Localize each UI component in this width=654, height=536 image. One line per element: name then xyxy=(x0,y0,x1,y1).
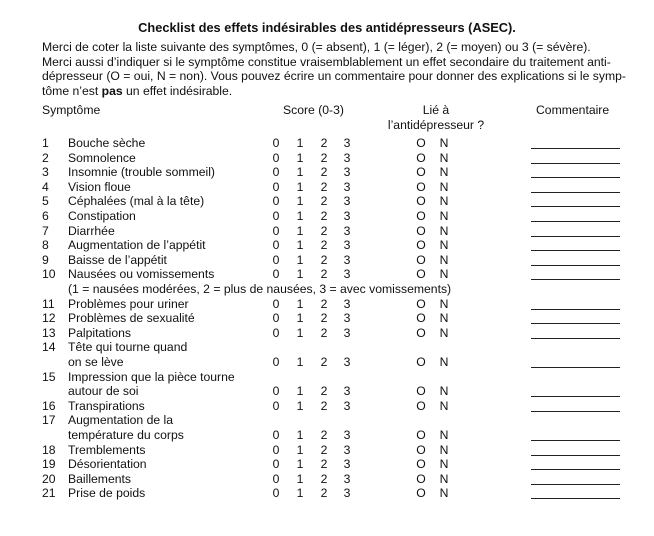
score-option-2[interactable]: 2 xyxy=(320,165,328,180)
score-option-3[interactable]: 3 xyxy=(343,486,351,501)
score-option-0[interactable]: 0 xyxy=(272,311,280,326)
symptom-label: Tête qui tourne quand xyxy=(68,340,188,355)
score-option-1[interactable]: 1 xyxy=(296,136,304,150)
symptom-row-label-line xyxy=(0,370,654,385)
score-option-2[interactable]: 2 xyxy=(320,296,328,311)
symptom-row xyxy=(0,194,654,209)
score-option-2[interactable]: 2 xyxy=(320,457,328,472)
instructions xyxy=(42,40,627,98)
symptom-row xyxy=(0,136,654,151)
symptom-number: 4 xyxy=(42,179,49,194)
score-option-0[interactable]: 0 xyxy=(272,428,280,442)
score-option-0[interactable]: 0 xyxy=(272,384,280,399)
score-option-1[interactable]: 1 xyxy=(296,486,304,501)
score-option-2[interactable]: 2 xyxy=(320,471,328,486)
related-yes-option[interactable]: O xyxy=(416,442,426,457)
related-yes-option[interactable]: O xyxy=(416,325,426,340)
symptom-number: 1 xyxy=(42,136,49,150)
instructions-emphasis: pas xyxy=(101,83,123,98)
related-no-option[interactable]: N xyxy=(439,384,449,399)
related-no-option[interactable]: N xyxy=(439,165,449,180)
score-option-0[interactable]: 0 xyxy=(272,486,280,501)
symptom-label: Problèmes pour uriner xyxy=(68,296,189,311)
symptom-number: 21 xyxy=(42,486,56,501)
comment-field[interactable] xyxy=(531,440,620,441)
related-no-option[interactable]: N xyxy=(439,355,449,369)
related-no-option[interactable]: N xyxy=(439,486,449,501)
related-yes-option[interactable]: O xyxy=(416,179,426,194)
symptom-row xyxy=(0,472,654,487)
symptom-number: 9 xyxy=(42,252,49,267)
comment-field[interactable] xyxy=(531,221,620,222)
score-option-3[interactable]: 3 xyxy=(343,384,351,399)
related-no-option[interactable]: N xyxy=(439,223,449,238)
score-option-3[interactable]: 3 xyxy=(343,296,351,311)
instructions-line-4 xyxy=(42,84,627,99)
symptom-row xyxy=(0,209,654,224)
comment-field[interactable] xyxy=(531,309,620,310)
score-option-0[interactable]: 0 xyxy=(272,267,280,282)
score-option-2[interactable]: 2 xyxy=(320,355,328,369)
symptom-label-continued: température du corps xyxy=(68,428,184,442)
score-option-2[interactable]: 2 xyxy=(320,179,328,194)
related-yes-option[interactable]: O xyxy=(416,209,426,223)
related-no-option[interactable]: N xyxy=(439,179,449,194)
score-option-1[interactable]: 1 xyxy=(296,209,304,223)
symptom-label: Palpitations xyxy=(68,325,132,340)
score-option-2[interactable]: 2 xyxy=(320,325,328,340)
score-option-1[interactable]: 1 xyxy=(296,238,304,253)
score-option-3[interactable]: 3 xyxy=(343,471,351,486)
symptom-number: 6 xyxy=(42,209,49,223)
score-option-3[interactable]: 3 xyxy=(343,457,351,472)
score-option-3[interactable]: 3 xyxy=(343,223,351,238)
instructions-line-3: dépresseur (O = oui, N = non). Vous pouvez écrire un commentaire pour donner des explications si le symp- xyxy=(42,69,626,84)
related-yes-option[interactable]: O xyxy=(416,150,426,165)
related-yes-option[interactable]: O xyxy=(416,471,426,486)
score-option-0[interactable]: 0 xyxy=(272,398,280,413)
score-option-1[interactable]: 1 xyxy=(296,442,304,457)
symptom-row xyxy=(0,326,654,341)
symptom-label: Prise de poids xyxy=(68,486,146,501)
score-option-1[interactable]: 1 xyxy=(296,223,304,238)
score-option-2[interactable]: 2 xyxy=(320,194,328,209)
comment-field[interactable] xyxy=(531,367,620,368)
score-option-1[interactable]: 1 xyxy=(296,457,304,472)
score-option-3[interactable]: 3 xyxy=(343,267,351,282)
related-no-option[interactable]: N xyxy=(439,311,449,326)
symptom-label: Insomnie (trouble sommeil) xyxy=(68,165,215,180)
symptom-row xyxy=(0,267,654,282)
score-option-1[interactable]: 1 xyxy=(296,384,304,399)
symptom-note: (1 = nausées modérées, 2 = plus de nausées, 3 = avec vomissements) xyxy=(68,282,452,296)
comment-field[interactable] xyxy=(531,236,620,237)
instructions-line-4-end: un effet indésirable. xyxy=(122,83,233,98)
score-option-2[interactable]: 2 xyxy=(320,486,328,501)
score-option-2[interactable]: 2 xyxy=(320,384,328,399)
related-no-option[interactable]: N xyxy=(439,296,449,311)
score-option-0[interactable]: 0 xyxy=(272,150,280,165)
related-yes-option[interactable]: O xyxy=(416,296,426,311)
score-option-1[interactable]: 1 xyxy=(296,165,304,180)
symptom-row xyxy=(0,457,654,472)
page-title: Checklist des effets indésirables des antidépresseurs (ASEC). xyxy=(138,20,516,35)
symptom-label: Désorientation xyxy=(68,457,147,472)
symptom-number: 19 xyxy=(42,457,56,472)
symptom-number: 20 xyxy=(42,471,56,486)
symptom-row xyxy=(0,180,654,195)
comment-field[interactable] xyxy=(531,206,620,207)
symptom-label: Augmentation de l’appétit xyxy=(68,238,206,253)
score-option-0[interactable]: 0 xyxy=(272,223,280,238)
related-no-option[interactable]: N xyxy=(439,267,449,282)
symptom-number: 13 xyxy=(42,325,56,340)
symptom-label: Vision floue xyxy=(68,179,131,194)
symptom-row xyxy=(0,311,654,326)
symptom-row xyxy=(0,297,654,312)
symptom-label: Baisse de l’appétit xyxy=(68,252,167,267)
score-option-0[interactable]: 0 xyxy=(272,136,280,150)
score-option-1[interactable]: 1 xyxy=(296,179,304,194)
symptom-label: Transpirations xyxy=(68,398,145,413)
score-option-3[interactable]: 3 xyxy=(343,165,351,180)
comment-field[interactable] xyxy=(531,455,620,456)
score-option-0[interactable]: 0 xyxy=(272,355,280,369)
symptom-label-continued: autour de soi xyxy=(68,384,139,399)
score-option-0[interactable]: 0 xyxy=(272,194,280,209)
score-option-3[interactable]: 3 xyxy=(343,252,351,267)
symptom-label: Bouche sèche xyxy=(68,136,146,150)
symptom-label: Céphalées (mal à la tête) xyxy=(68,194,205,209)
symptom-label: Nausées ou vomissements xyxy=(68,267,215,282)
score-option-3[interactable]: 3 xyxy=(343,238,351,253)
related-no-option[interactable]: N xyxy=(439,238,449,253)
score-option-2[interactable]: 2 xyxy=(320,398,328,413)
score-option-3[interactable]: 3 xyxy=(343,311,351,326)
score-option-1[interactable]: 1 xyxy=(296,325,304,340)
comment-field[interactable] xyxy=(531,323,620,324)
score-option-1[interactable]: 1 xyxy=(296,150,304,165)
symptom-label: Tremblements xyxy=(68,442,146,457)
symptom-number: 10 xyxy=(42,267,56,282)
score-option-0[interactable]: 0 xyxy=(272,457,280,472)
comment-field[interactable] xyxy=(531,498,620,499)
symptom-number: 11 xyxy=(42,296,55,311)
related-no-option[interactable]: N xyxy=(439,150,449,165)
score-option-0[interactable]: 0 xyxy=(272,209,280,223)
related-no-option[interactable]: N xyxy=(439,442,449,457)
related-yes-option[interactable]: O xyxy=(416,238,426,253)
symptom-number: 3 xyxy=(42,165,49,180)
related-yes-option[interactable]: O xyxy=(416,194,426,209)
symptom-row xyxy=(0,224,654,239)
symptom-row xyxy=(0,355,654,370)
related-yes-option[interactable]: O xyxy=(416,267,426,282)
score-option-1[interactable]: 1 xyxy=(296,428,304,442)
score-option-1[interactable]: 1 xyxy=(296,252,304,267)
score-option-3[interactable]: 3 xyxy=(343,194,351,209)
symptom-note-row xyxy=(0,282,654,297)
symptom-number: 8 xyxy=(42,238,49,253)
related-yes-option[interactable]: O xyxy=(416,398,426,413)
comment-field[interactable] xyxy=(531,250,620,251)
symptom-row xyxy=(0,428,654,443)
related-no-option[interactable]: N xyxy=(439,471,449,486)
comment-field[interactable] xyxy=(531,148,620,149)
related-no-option[interactable]: N xyxy=(439,325,449,340)
score-option-3[interactable]: 3 xyxy=(343,209,351,223)
score-option-1[interactable]: 1 xyxy=(296,194,304,209)
score-option-2[interactable]: 2 xyxy=(320,252,328,267)
symptom-row xyxy=(0,384,654,399)
score-option-0[interactable]: 0 xyxy=(272,165,280,180)
score-option-2[interactable]: 2 xyxy=(320,223,328,238)
score-option-0[interactable]: 0 xyxy=(272,179,280,194)
related-no-option[interactable]: N xyxy=(439,252,449,267)
symptom-number: 12 xyxy=(42,311,56,326)
symptom-row xyxy=(0,165,654,180)
symptom-number: 18 xyxy=(42,442,56,457)
symptom-number: 14 xyxy=(42,340,56,355)
score-option-1[interactable]: 1 xyxy=(296,296,304,311)
symptom-label: Problèmes de sexualité xyxy=(68,311,195,326)
symptom-number: 17 xyxy=(42,413,56,428)
score-option-0[interactable]: 0 xyxy=(272,296,280,311)
score-option-3[interactable]: 3 xyxy=(343,150,351,165)
score-option-1[interactable]: 1 xyxy=(296,471,304,486)
symptom-row-label-line xyxy=(0,340,654,355)
score-option-3[interactable]: 3 xyxy=(343,136,351,150)
score-option-3[interactable]: 3 xyxy=(343,442,351,457)
header-score: Score (0-3) xyxy=(283,103,344,117)
header-related-line-1: Lié à xyxy=(422,103,450,117)
instructions-line-1: Merci de coter la liste suivante des symptômes, 0 (= absent), 1 (= léger), 2 (= moyen) ou 3 (= sévère). xyxy=(42,40,591,54)
related-yes-option[interactable]: O xyxy=(416,311,426,326)
score-option-3[interactable]: 3 xyxy=(343,355,351,369)
instructions-line-4-start: tôme n’est xyxy=(42,83,102,98)
score-option-1[interactable]: 1 xyxy=(296,355,304,369)
related-yes-option[interactable]: O xyxy=(416,252,426,267)
header-related-line-2: l’antidépresseur ? xyxy=(387,117,485,132)
score-option-0[interactable]: 0 xyxy=(272,252,280,267)
score-option-3[interactable]: 3 xyxy=(343,398,351,413)
related-no-option[interactable]: N xyxy=(439,194,449,209)
symptom-row xyxy=(0,399,654,414)
symptom-row-label-line xyxy=(0,413,654,428)
score-option-0[interactable]: 0 xyxy=(272,471,280,486)
related-no-option[interactable]: N xyxy=(439,457,449,472)
related-yes-option[interactable]: O xyxy=(416,486,426,501)
header-related xyxy=(384,103,488,132)
score-option-2[interactable]: 2 xyxy=(320,267,328,282)
symptom-label: Augmentation de la xyxy=(68,413,174,428)
related-no-option[interactable]: N xyxy=(439,428,449,442)
related-yes-option[interactable]: O xyxy=(416,428,426,442)
score-option-2[interactable]: 2 xyxy=(320,150,328,165)
symptom-label: Constipation xyxy=(68,209,136,223)
comment-field[interactable] xyxy=(531,163,620,164)
related-yes-option[interactable]: O xyxy=(416,136,426,150)
symptom-label: Somnolence xyxy=(68,150,136,165)
related-yes-option[interactable]: O xyxy=(416,165,426,180)
symptom-row xyxy=(0,253,654,268)
related-yes-option[interactable]: O xyxy=(416,457,426,472)
score-option-3[interactable]: 3 xyxy=(343,428,351,442)
comment-field[interactable] xyxy=(531,396,620,397)
score-option-0[interactable]: 0 xyxy=(272,442,280,457)
symptom-label: Baillements xyxy=(68,471,131,486)
symptom-number: 2 xyxy=(42,150,49,165)
score-option-2[interactable]: 2 xyxy=(320,209,328,223)
header-symptom: Symptôme xyxy=(42,103,101,117)
comment-field[interactable] xyxy=(531,265,620,266)
comment-field[interactable] xyxy=(531,338,620,339)
score-option-2[interactable]: 2 xyxy=(320,238,328,253)
symptom-number: 16 xyxy=(42,398,56,413)
symptom-row xyxy=(0,443,654,458)
score-option-1[interactable]: 1 xyxy=(296,398,304,413)
score-option-2[interactable]: 2 xyxy=(320,442,328,457)
related-no-option[interactable]: N xyxy=(439,209,449,223)
related-no-option[interactable]: N xyxy=(439,398,449,413)
comment-field[interactable] xyxy=(531,177,620,178)
related-yes-option[interactable]: O xyxy=(416,384,426,399)
symptom-label-continued: on se lève xyxy=(68,355,124,369)
symptom-row xyxy=(0,238,654,253)
symptom-row xyxy=(0,151,654,166)
comment-field[interactable] xyxy=(531,279,620,280)
related-no-option[interactable]: N xyxy=(439,136,449,150)
comment-field[interactable] xyxy=(531,192,620,193)
score-option-2[interactable]: 2 xyxy=(320,136,328,150)
related-yes-option[interactable]: O xyxy=(416,355,426,369)
score-option-0[interactable]: 0 xyxy=(272,238,280,253)
comment-field[interactable] xyxy=(531,469,620,470)
symptom-row xyxy=(0,486,654,501)
comment-field[interactable] xyxy=(531,411,620,412)
score-option-1[interactable]: 1 xyxy=(296,267,304,282)
score-option-2[interactable]: 2 xyxy=(320,428,328,442)
instructions-line-2: Merci aussi d’indiquer si le symptôme constitue vraisemblablement un effet secondaire du traitement anti- xyxy=(42,54,611,69)
comment-field[interactable] xyxy=(531,484,620,485)
symptom-label: Impression que la pièce tourne xyxy=(68,369,235,384)
score-option-1[interactable]: 1 xyxy=(296,311,304,326)
related-yes-option[interactable]: O xyxy=(416,223,426,238)
symptom-label: Diarrhée xyxy=(68,223,115,238)
header-comment: Commentaire xyxy=(536,103,610,117)
symptom-number: 7 xyxy=(42,223,49,238)
score-option-2[interactable]: 2 xyxy=(320,311,328,326)
score-option-3[interactable]: 3 xyxy=(343,325,351,340)
symptom-number: 5 xyxy=(42,194,49,209)
score-option-0[interactable]: 0 xyxy=(272,325,280,340)
symptom-number: 15 xyxy=(42,369,56,384)
score-option-3[interactable]: 3 xyxy=(343,179,351,194)
